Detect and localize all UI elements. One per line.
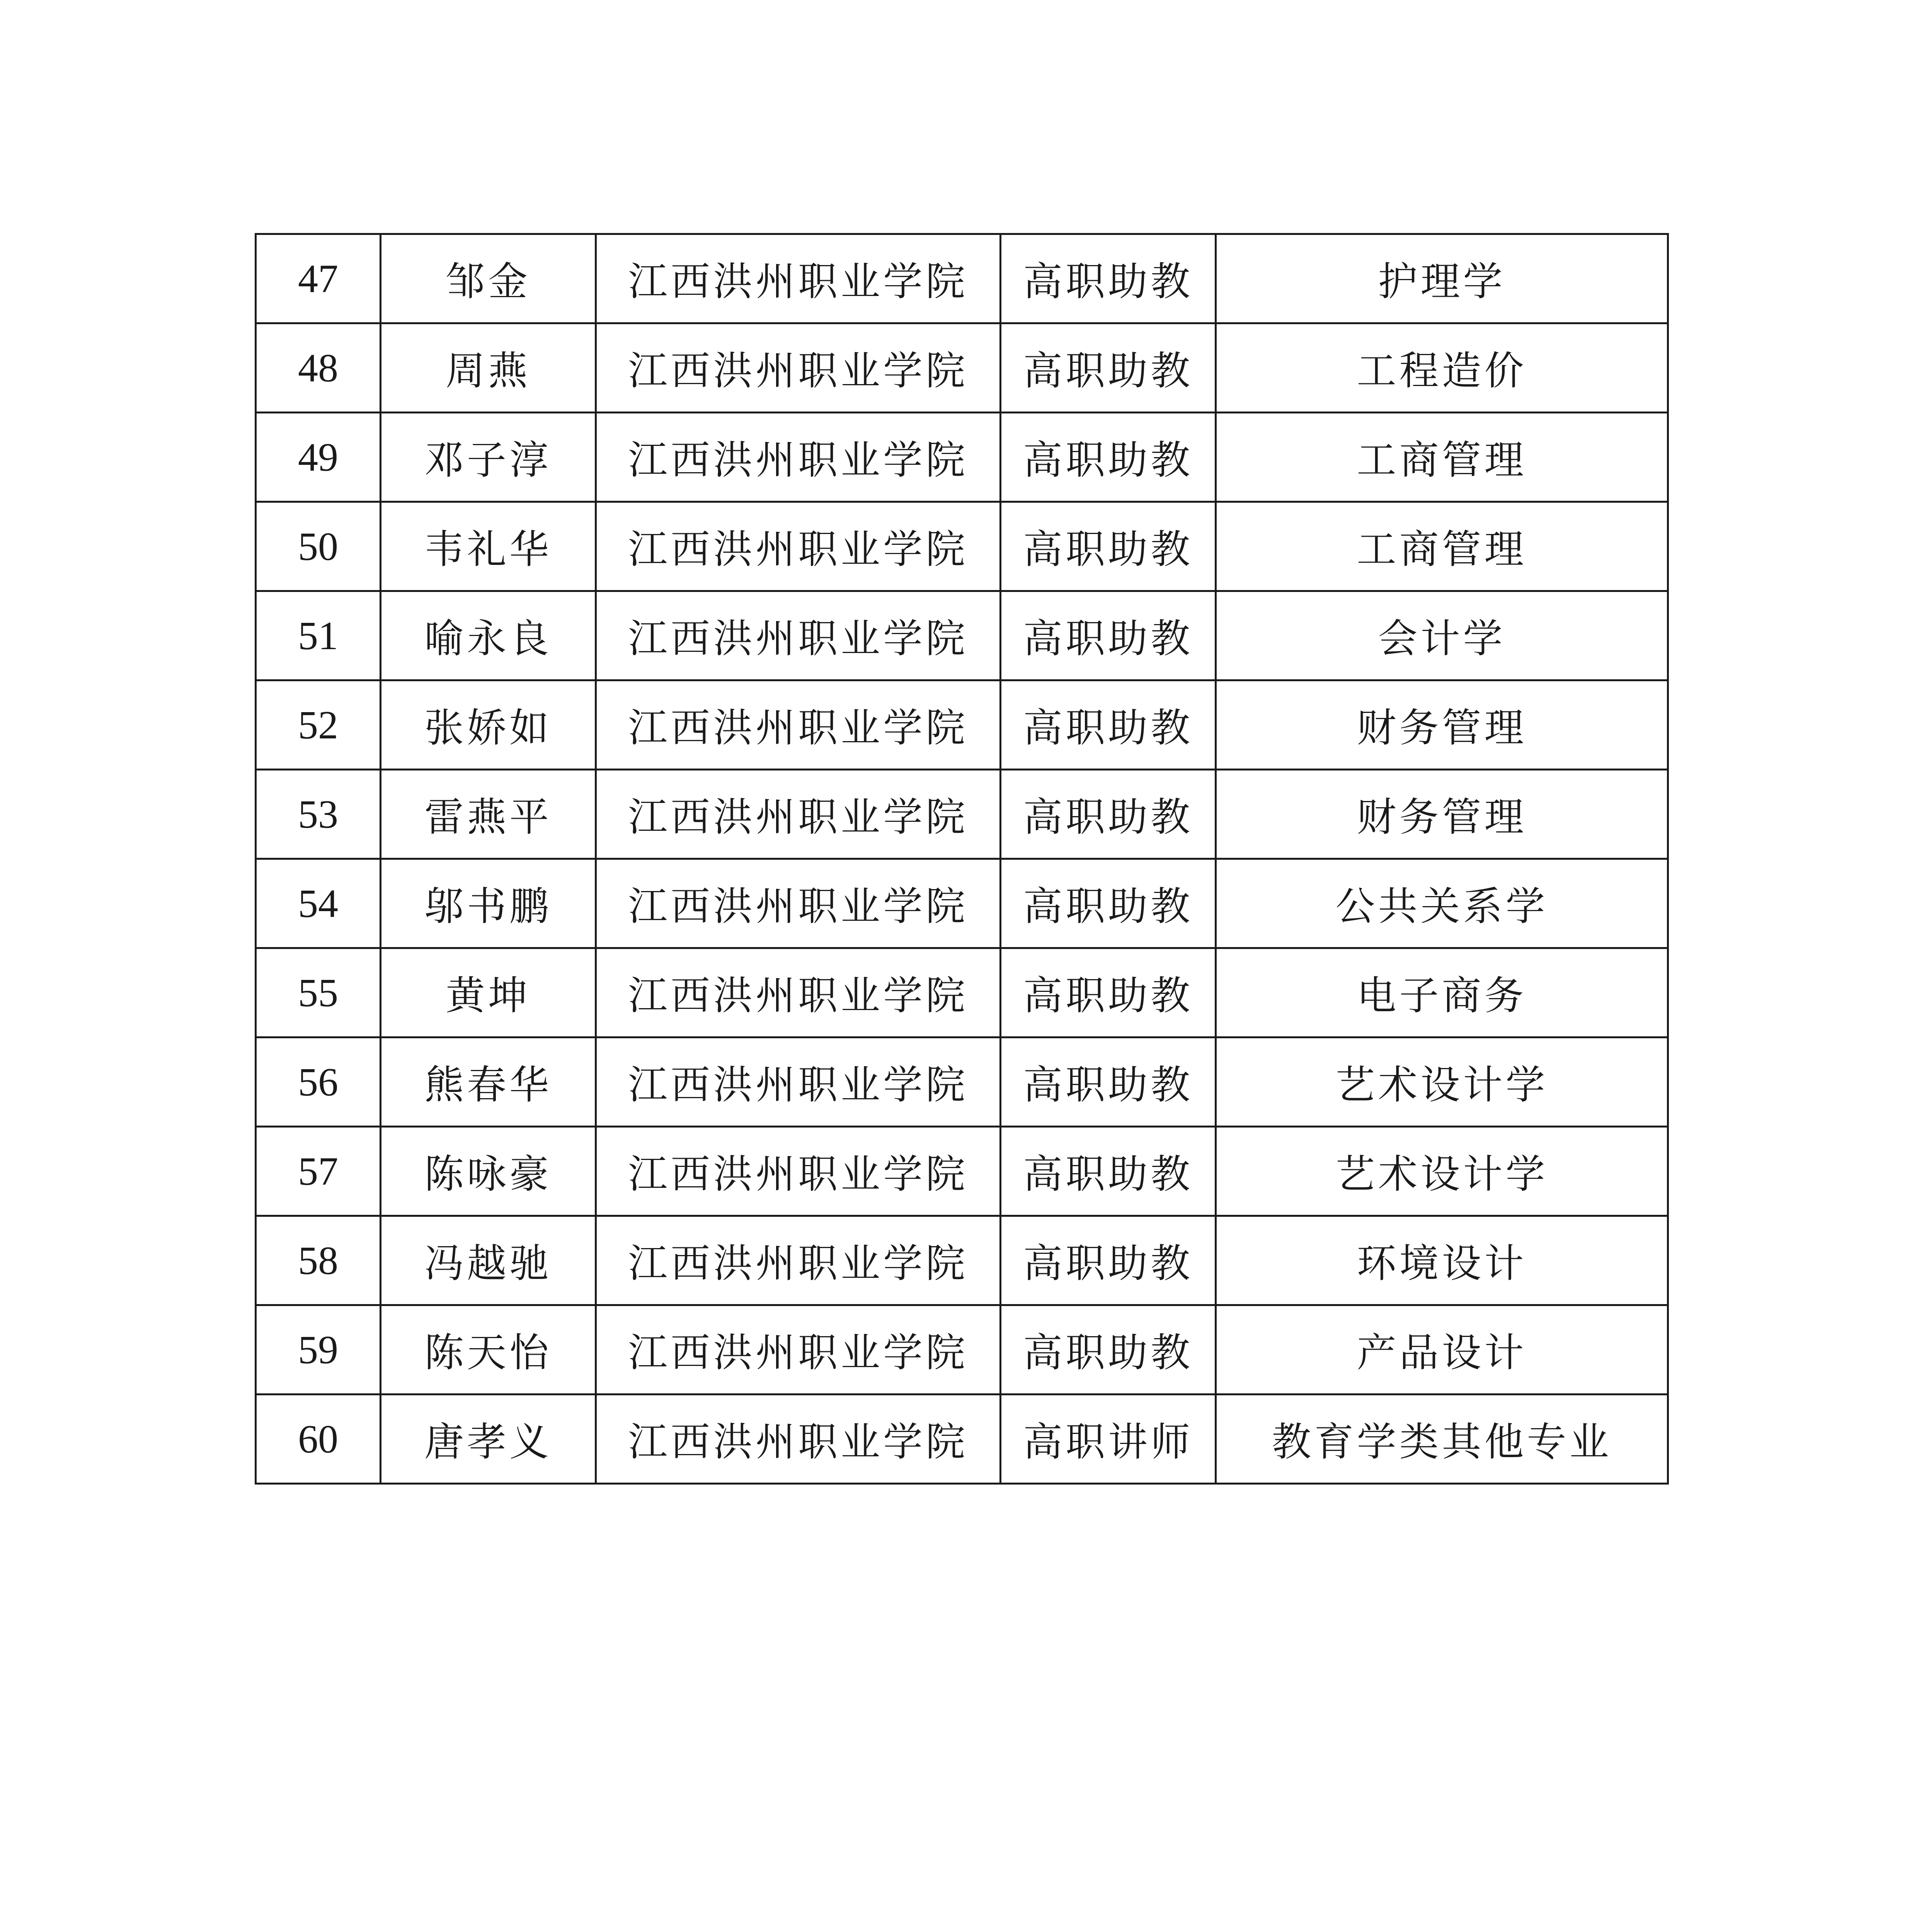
table-row (256, 1037, 1668, 1127)
major-cell: 艺术设计学 (1216, 1127, 1668, 1216)
job-title-cell: 高职助教 (1001, 413, 1216, 502)
table-row (256, 948, 1668, 1037)
table-row (256, 770, 1668, 859)
major-cell: 产品设计 (1216, 1305, 1668, 1395)
institution-cell: 江西洪州职业学院 (596, 680, 1001, 770)
table-row (256, 1127, 1668, 1216)
row-number-cell: 55 (256, 948, 381, 1037)
institution-cell: 江西洪州职业学院 (596, 413, 1001, 502)
table-row (256, 1305, 1668, 1395)
personnel-table-body (256, 234, 1668, 1484)
major-cell: 公共关系学 (1216, 859, 1668, 948)
job-title-cell: 高职助教 (1001, 680, 1216, 770)
institution-cell: 江西洪州职业学院 (596, 770, 1001, 859)
table-row (256, 591, 1668, 680)
job-title-cell: 高职讲师 (1001, 1395, 1216, 1484)
table-row (256, 413, 1668, 502)
row-number-cell: 57 (256, 1127, 381, 1216)
job-title-cell: 高职助教 (1001, 1037, 1216, 1127)
job-title-cell: 高职助教 (1001, 1216, 1216, 1305)
major-cell: 护理学 (1216, 234, 1668, 323)
row-number-cell: 50 (256, 502, 381, 591)
major-cell: 教育学类其他专业 (1216, 1395, 1668, 1484)
row-number-cell: 51 (256, 591, 381, 680)
job-title-cell: 高职助教 (1001, 323, 1216, 413)
row-number-cell: 48 (256, 323, 381, 413)
row-number-cell: 52 (256, 680, 381, 770)
name-cell: 周燕 (381, 323, 596, 413)
name-cell: 陈咏豪 (381, 1127, 596, 1216)
institution-cell: 江西洪州职业学院 (596, 591, 1001, 680)
name-cell: 雷燕平 (381, 770, 596, 859)
name-cell: 冯越驰 (381, 1216, 596, 1305)
table-row (256, 859, 1668, 948)
major-cell: 会计学 (1216, 591, 1668, 680)
name-cell: 喻永良 (381, 591, 596, 680)
institution-cell: 江西洪州职业学院 (596, 1216, 1001, 1305)
name-cell: 唐孝义 (381, 1395, 596, 1484)
job-title-cell: 高职助教 (1001, 770, 1216, 859)
institution-cell: 江西洪州职业学院 (596, 323, 1001, 413)
major-cell: 财务管理 (1216, 680, 1668, 770)
institution-cell: 江西洪州职业学院 (596, 502, 1001, 591)
table-row (256, 680, 1668, 770)
institution-cell: 江西洪州职业学院 (596, 1305, 1001, 1395)
personnel-table (255, 233, 1669, 1485)
row-number-cell: 56 (256, 1037, 381, 1127)
table-row (256, 234, 1668, 323)
major-cell: 电子商务 (1216, 948, 1668, 1037)
institution-cell: 江西洪州职业学院 (596, 1037, 1001, 1127)
row-number-cell: 49 (256, 413, 381, 502)
name-cell: 黄坤 (381, 948, 596, 1037)
job-title-cell: 高职助教 (1001, 859, 1216, 948)
table-row (256, 323, 1668, 413)
row-number-cell: 47 (256, 234, 381, 323)
row-number-cell: 60 (256, 1395, 381, 1484)
name-cell: 熊春华 (381, 1037, 596, 1127)
job-title-cell: 高职助教 (1001, 1305, 1216, 1395)
institution-cell: 江西洪州职业学院 (596, 948, 1001, 1037)
major-cell: 环境设计 (1216, 1216, 1668, 1305)
name-cell: 邹金 (381, 234, 596, 323)
row-number-cell: 54 (256, 859, 381, 948)
institution-cell: 江西洪州职业学院 (596, 859, 1001, 948)
job-title-cell: 高职助教 (1001, 948, 1216, 1037)
name-cell: 张娇如 (381, 680, 596, 770)
major-cell: 艺术设计学 (1216, 1037, 1668, 1127)
name-cell: 邓子淳 (381, 413, 596, 502)
institution-cell: 江西洪州职业学院 (596, 1127, 1001, 1216)
institution-cell: 江西洪州职业学院 (596, 1395, 1001, 1484)
major-cell: 工商管理 (1216, 502, 1668, 591)
table-row (256, 502, 1668, 591)
name-cell: 韦礼华 (381, 502, 596, 591)
row-number-cell: 58 (256, 1216, 381, 1305)
job-title-cell: 高职助教 (1001, 234, 1216, 323)
job-title-cell: 高职助教 (1001, 1127, 1216, 1216)
table-row (256, 1395, 1668, 1484)
row-number-cell: 59 (256, 1305, 381, 1395)
job-title-cell: 高职助教 (1001, 591, 1216, 680)
table-row (256, 1216, 1668, 1305)
major-cell: 财务管理 (1216, 770, 1668, 859)
major-cell: 工程造价 (1216, 323, 1668, 413)
institution-cell: 江西洪州职业学院 (596, 234, 1001, 323)
major-cell: 工商管理 (1216, 413, 1668, 502)
job-title-cell: 高职助教 (1001, 502, 1216, 591)
name-cell: 邬书鹏 (381, 859, 596, 948)
row-number-cell: 53 (256, 770, 381, 859)
name-cell: 陈天怡 (381, 1305, 596, 1395)
